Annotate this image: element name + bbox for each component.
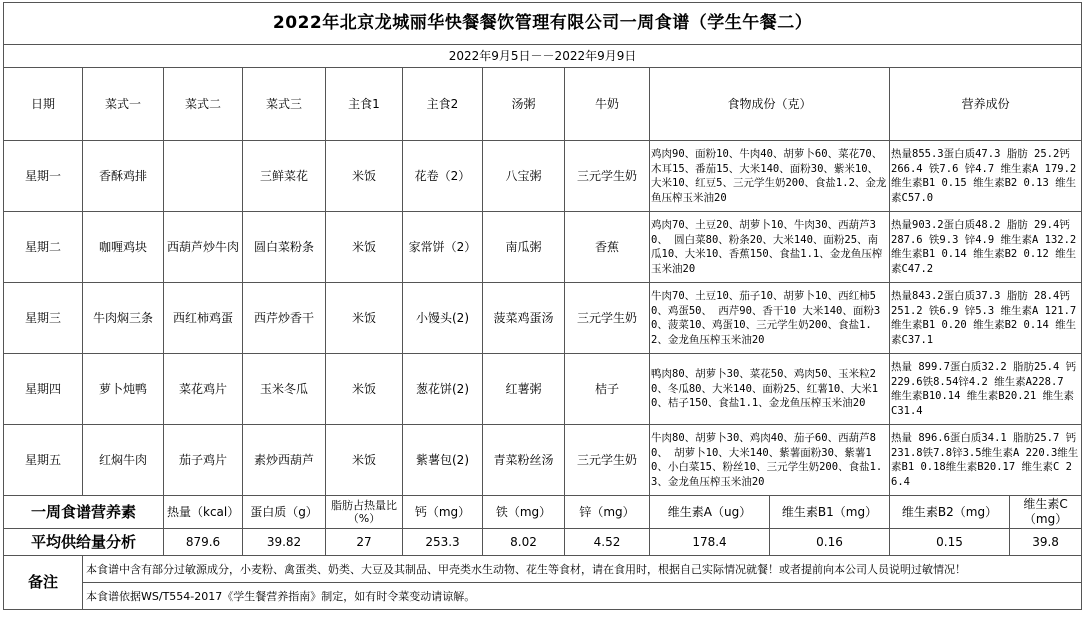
header-cell: 菜式二 xyxy=(164,68,243,141)
header-cell: 主食2 xyxy=(403,68,483,141)
staple2-cell: 紫薯包(2) xyxy=(403,425,483,496)
dish1-cell: 香酥鸡排 xyxy=(83,141,164,212)
staple2-cell: 花卷（2） xyxy=(403,141,483,212)
nutrient-header: 蛋白质（g） xyxy=(243,496,326,529)
nutrient-header: 铁（mg） xyxy=(483,496,565,529)
nutrition-cell: 热量903.2蛋白质48.2 脂肪 29.4钙 287.6 铁9.3 锌4.9 维生素A 132.2 维生素B1 0.14 维生素B2 0.12 维生素C47.2 xyxy=(890,212,1082,283)
ingredients-cell: 牛肉70、土豆10、茄子10、胡萝卜10、西红柿50、鸡蛋50、 西芹90、香干10 大米140、面粉30、菠菜10、鸡蛋10、三元学生奶200、食盐1.2、金龙鱼压榨玉米油20 xyxy=(650,283,890,354)
ingredients-cell: 鸭肉80、胡萝卜30、菜花50、鸡肉50、玉米粒20、冬瓜80、大米140、面粉25、红薯10、大米10、桔子150、食盐1.1、金龙鱼压榨玉米油20 xyxy=(650,354,890,425)
average-label: 平均供给量分析 xyxy=(4,529,164,556)
dish2-cell: 西红柿鸡蛋 xyxy=(164,283,243,354)
dish2-cell: 西葫芦炒牛肉 xyxy=(164,212,243,283)
header-row xyxy=(4,68,1082,141)
menu-table xyxy=(3,2,1082,610)
milk-cell: 三元学生奶 xyxy=(565,141,650,212)
staple1-cell: 米饭 xyxy=(326,283,403,354)
average-value: 39.82 xyxy=(243,529,326,556)
dish3-cell: 西芹炒香干 xyxy=(243,283,326,354)
header-cell: 食物成份（克） xyxy=(650,68,890,141)
header-cell: 菜式三 xyxy=(243,68,326,141)
dish2-cell xyxy=(164,141,243,212)
average-value: 4.52 xyxy=(565,529,650,556)
dish3-cell: 玉米冬瓜 xyxy=(243,354,326,425)
average-value: 879.6 xyxy=(164,529,243,556)
nutrient-header: 钙（mg） xyxy=(403,496,483,529)
day-label: 星期五 xyxy=(4,425,83,496)
staple2-cell: 葱花饼(2) xyxy=(403,354,483,425)
average-value: 8.02 xyxy=(483,529,565,556)
soup-cell: 青菜粉丝汤 xyxy=(483,425,565,496)
dish2-cell: 菜花鸡片 xyxy=(164,354,243,425)
nutrient-header: 维生素B1（mg） xyxy=(770,496,890,529)
nutrient-section-label: 一周食谱营养素 xyxy=(4,496,164,529)
day-row xyxy=(4,283,1082,354)
average-value: 178.4 xyxy=(650,529,770,556)
average-row xyxy=(4,529,1082,556)
allergen-note: 本食谱中含有部分过敏源成分，小麦粉、禽蛋类、奶类、大豆及其制品、甲壳类水生动物、花生等食材，请在食用时，根据自己实际情况就餐！或者提前向本公司人员说明过敏情况！ xyxy=(83,556,1082,583)
day-row xyxy=(4,212,1082,283)
header-cell: 日期 xyxy=(4,68,83,141)
dish1-cell: 咖喱鸡块 xyxy=(83,212,164,283)
guideline-note: 本食谱依据WS/T554-2017《学生餐营养指南》制定，如有时令菜变动请谅解。 xyxy=(83,583,1082,610)
notes-row xyxy=(4,556,1082,583)
notes-label: 备注 xyxy=(4,556,83,610)
staple2-cell: 家常饼（2） xyxy=(403,212,483,283)
milk-cell: 香蕉 xyxy=(565,212,650,283)
milk-cell: 三元学生奶 xyxy=(565,283,650,354)
staple2-cell: 小馒头(2) xyxy=(403,283,483,354)
average-value: 27 xyxy=(326,529,403,556)
nutrient-header: 热量（kcal） xyxy=(164,496,243,529)
nutrient-header: 维生素A（ug） xyxy=(650,496,770,529)
soup-cell: 红薯粥 xyxy=(483,354,565,425)
dish1-cell: 红焖牛肉 xyxy=(83,425,164,496)
notes-row xyxy=(4,583,1082,610)
average-value: 39.8 xyxy=(1010,529,1082,556)
day-row xyxy=(4,425,1082,496)
nutrition-cell: 热量855.3蛋白质47.3 脂肪 25.2钙 266.4 铁7.6 锌4.7 维生素A 179.2 维生素B1 0.15 维生素B2 0.13 维生素C57.0 xyxy=(890,141,1082,212)
dish1-cell: 萝卜炖鸭 xyxy=(83,354,164,425)
nutrition-cell: 热量 899.7蛋白质32.2 脂肪25.4 钙229.6铁8.54锌4.2 维生素A228.7 维生素B10.14 维生素B20.21 维生素C31.4 xyxy=(890,354,1082,425)
nutrient-header: 脂肪占热量比（%） xyxy=(326,496,403,529)
page-title: 2022年北京龙城丽华快餐餐饮管理有限公司一周食谱（学生午餐二） xyxy=(4,3,1082,45)
average-value: 253.3 xyxy=(403,529,483,556)
ingredients-cell: 鸡肉90、面粉10、牛肉40、胡萝卜60、菜花70、木耳15、番茄15、大米140、面粉30、紫米10、大米10、红豆5、三元学生奶200、食盐1.2、金龙鱼压榨玉米油20 xyxy=(650,141,890,212)
ingredients-cell: 鸡肉70、土豆20、胡萝卜10、牛肉30、西葫芦30、 圆白菜80、粉条20、大米140、面粉25、南瓜10、大米10、香蕉150、食盐1.1、金龙鱼压榨玉米油20 xyxy=(650,212,890,283)
milk-cell: 桔子 xyxy=(565,354,650,425)
dish2-cell: 茄子鸡片 xyxy=(164,425,243,496)
soup-cell: 南瓜粥 xyxy=(483,212,565,283)
dish3-cell: 三鲜菜花 xyxy=(243,141,326,212)
header-cell: 营养成份 xyxy=(890,68,1082,141)
milk-cell: 三元学生奶 xyxy=(565,425,650,496)
average-value: 0.16 xyxy=(770,529,890,556)
soup-cell: 八宝粥 xyxy=(483,141,565,212)
nutrient-header: 锌（mg） xyxy=(565,496,650,529)
header-cell: 牛奶 xyxy=(565,68,650,141)
nutrient-header: 维生素C（mg） xyxy=(1010,496,1082,529)
day-label: 星期三 xyxy=(4,283,83,354)
date-range: 2022年9月5日－－2022年9月9日 xyxy=(4,45,1082,68)
day-label: 星期四 xyxy=(4,354,83,425)
header-cell: 汤粥 xyxy=(483,68,565,141)
nutrient-header-row xyxy=(4,496,1082,529)
header-cell: 主食1 xyxy=(326,68,403,141)
staple1-cell: 米饭 xyxy=(326,425,403,496)
staple1-cell: 米饭 xyxy=(326,141,403,212)
nutrition-cell: 热量 896.6蛋白质34.1 脂肪25.7 钙231.8铁7.8锌3.5维生素A 220.3维生素B1 0.18维生素B20.17 维生素C 26.4 xyxy=(890,425,1082,496)
dish1-cell: 牛肉焖三条 xyxy=(83,283,164,354)
soup-cell: 菠菜鸡蛋汤 xyxy=(483,283,565,354)
day-row xyxy=(4,141,1082,212)
dish3-cell: 素炒西葫芦 xyxy=(243,425,326,496)
nutrition-cell: 热量843.2蛋白质37.3 脂肪 28.4钙 251.2 铁6.9 锌5.3 维生素A 121.7 维生素B1 0.20 维生素B2 0.14 维生素C37.1 xyxy=(890,283,1082,354)
header-cell: 菜式一 xyxy=(83,68,164,141)
day-label: 星期二 xyxy=(4,212,83,283)
staple1-cell: 米饭 xyxy=(326,354,403,425)
ingredients-cell: 牛肉80、胡萝卜30、鸡肉40、茄子60、西葫芦80、 胡萝卜10、大米140、紫薯面粉30、紫薯10、小白菜15、粉丝10、三元学生奶200、食盐1.3、金龙鱼压榨玉米油20 xyxy=(650,425,890,496)
day-label: 星期一 xyxy=(4,141,83,212)
dish3-cell: 圆白菜粉条 xyxy=(243,212,326,283)
staple1-cell: 米饭 xyxy=(326,212,403,283)
day-row xyxy=(4,354,1082,425)
nutrient-header: 维生素B2（mg） xyxy=(890,496,1010,529)
average-value: 0.15 xyxy=(890,529,1010,556)
